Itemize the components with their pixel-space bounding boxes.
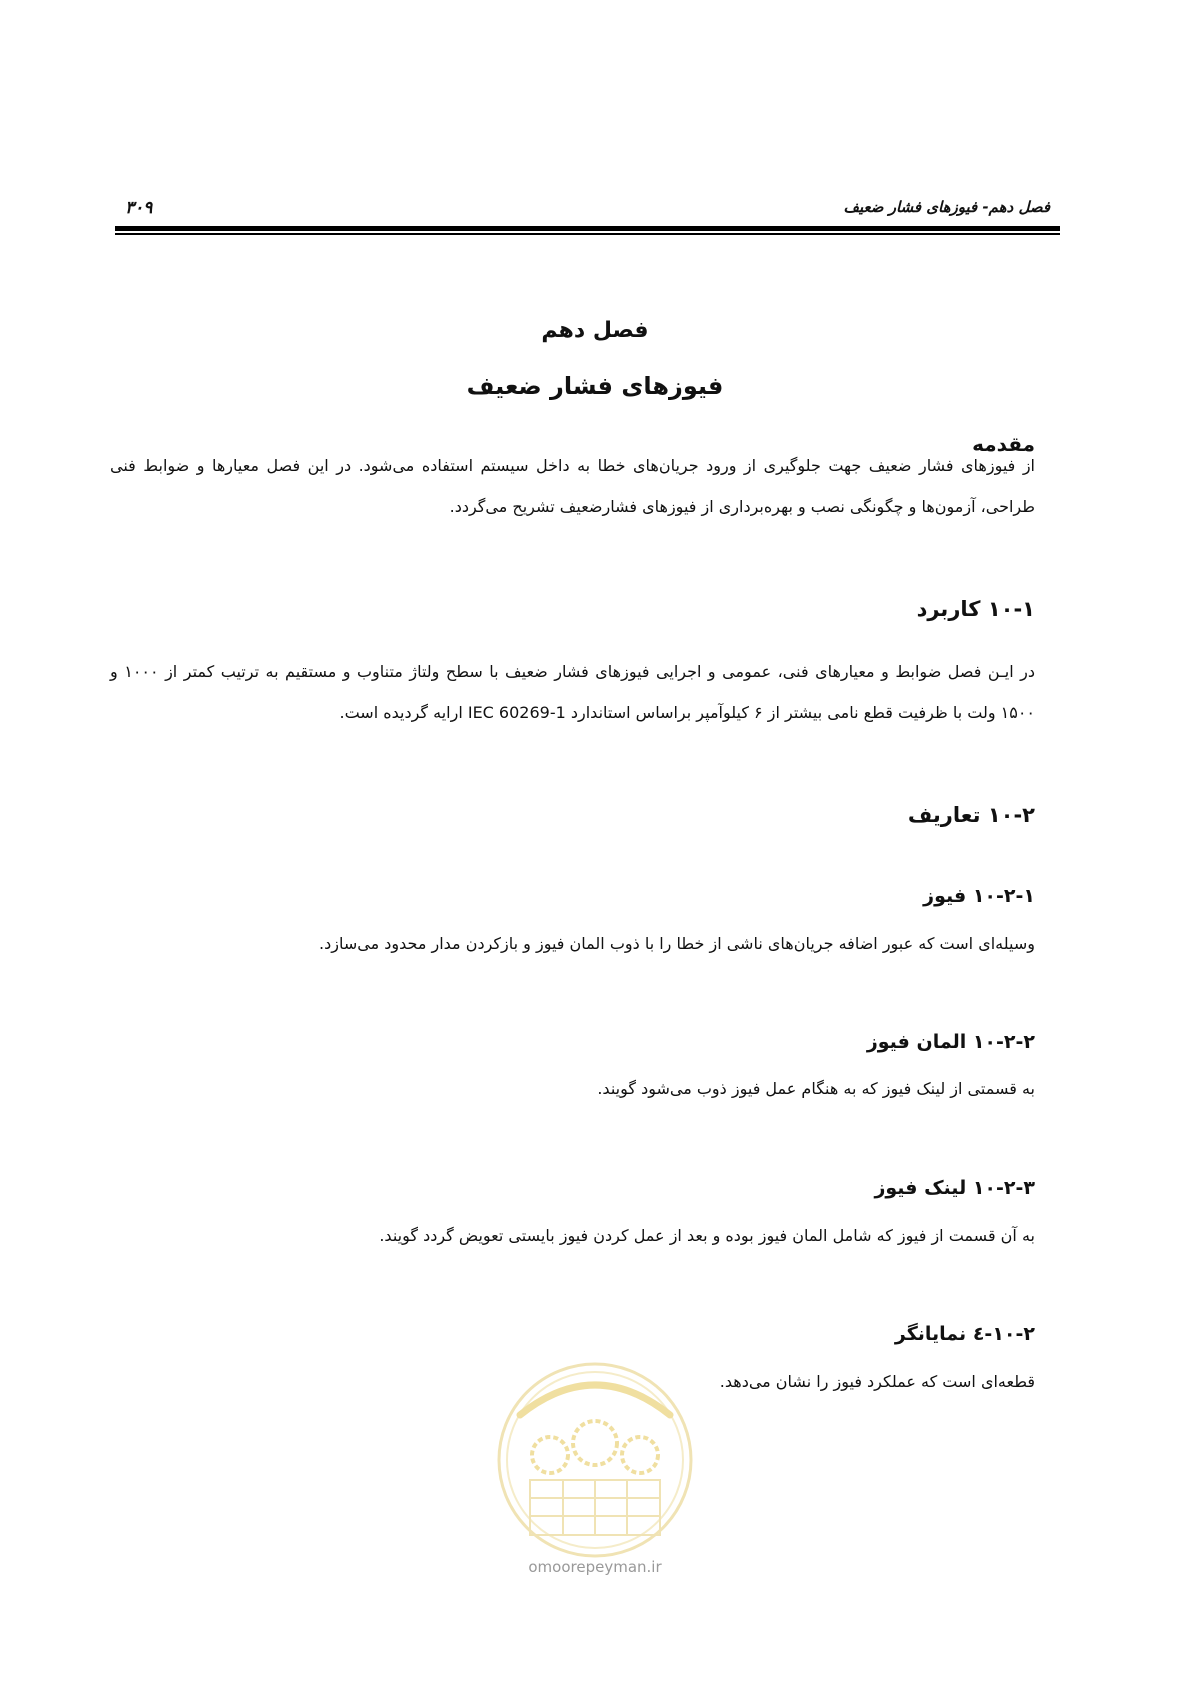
intro-heading: مقدمه (972, 432, 1035, 456)
page-number: ۳۰۹ (125, 198, 153, 218)
definition-heading-fuse: ۱۰-۲-۱ فیوز (923, 885, 1035, 907)
definition-text-fuse-element: به قسمتی از لینک فیوز که به هنگام عمل فیوز ذوب می‌شود گویند. (597, 1079, 1035, 1098)
running-title: فصل دهم- فیوزهای فشار ضعیف (843, 198, 1050, 216)
header-rule-thin (115, 233, 1060, 235)
application-paragraph: در ایـن فصل ضوابط و معیارهای فنی، عمومی و اجرایی فیوزهای فشار ضعیف با سطح ولتاژ متناوب و مستقیم به ترتیب کمتر از ۱۰۰۰ و ۱۵۰۰ ولت با ظرفیت قطع نامی بیشتر از ۶ کیلوآمپر براساس استاندارد IEC 60269-1 ارایه گردیده است. (110, 662, 1036, 722)
intro-paragraph: از فیوزهای فشار ضعیف جهت جلوگیری از ورود جریان‌های خطا به داخل سیستم استفاده می‌شود. در این فصل معیارها و ضوابط فنی طراحی، آزمون‌ها و چگونگی نصب و بهره‌برداری از فیوزهای فشارضعیف تشریح می‌گردد. (110, 456, 1035, 516)
definition-text-fuse: وسیله‌ای است که عبور اضافه جریان‌های ناشی از خطا را با ذوب المان فیوز و بازکردن مدار محدود می‌سازد. (319, 934, 1035, 953)
page-header (115, 198, 1060, 218)
definition-text-indicator: قطعه‌ای است که عملکرد فیوز را نشان می‌دهد. (719, 1372, 1035, 1391)
definition-heading-fuse-link: ۱۰-۲-۳ لینک فیوز (874, 1177, 1035, 1199)
chapter-label: فصل دهم (541, 318, 649, 343)
section-heading-application: ۱۰-۱ کاربرد (916, 597, 1035, 621)
definition-text-fuse-link: به آن قسمت از فیوز که شامل المان فیوز بوده و بعد از عمل کردن فیوز بایستی تعویض گردد گویند. (379, 1226, 1035, 1245)
section-heading-definitions: ۱۰-۲ تعاریف (907, 803, 1035, 827)
definition-heading-fuse-element: ۱۰-۲-۲ المان فیوز (866, 1031, 1035, 1053)
header-rule-thick (115, 226, 1060, 231)
watermark-site: omoorepeyman.ir (528, 1558, 662, 1576)
watermark-logo (490, 1355, 700, 1565)
chapter-title: فیوزهای فشار ضعیف (466, 372, 724, 400)
definition-heading-indicator: ۱۰-۲-٤ نمایانگر (894, 1323, 1035, 1345)
